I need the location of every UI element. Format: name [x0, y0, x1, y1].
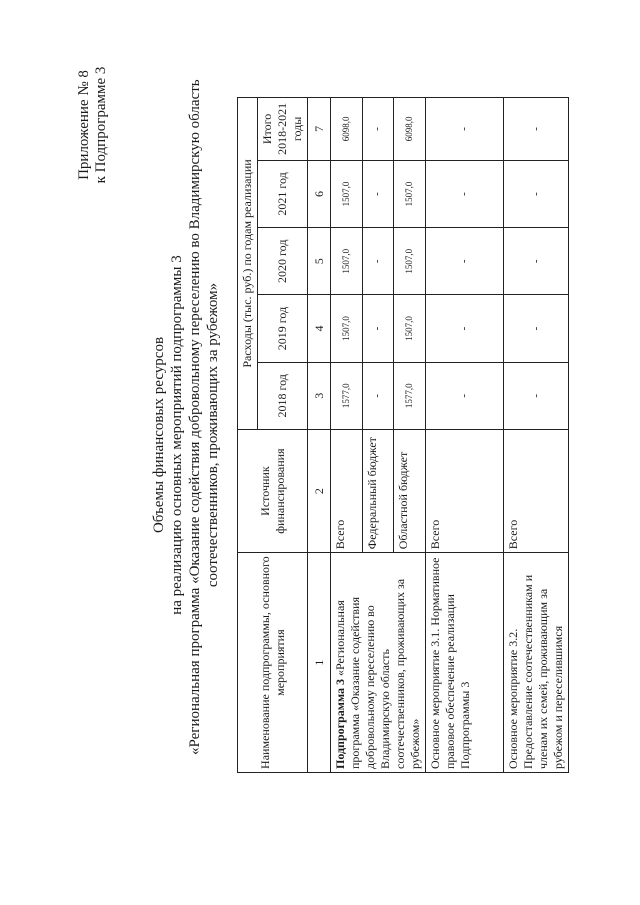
measure-name-cell: Основное мероприятие 3.1. Нормативное правовое обеспечение реализации Подпрограммы 3 [426, 553, 504, 773]
header-year-2021: 2021 год [258, 160, 308, 227]
value-cell: - [362, 295, 394, 362]
value-cell: - [504, 98, 569, 161]
header-year-2019: 2019 год [258, 295, 308, 362]
value-cell: 1507,0 [394, 228, 426, 295]
program-name-text: «Региональная программа «Оказание содействия добровольному переселению во Владимирскую область соотечественников, проживающих за рубежом» [333, 578, 422, 769]
value-cell: - [362, 362, 394, 429]
value-cell: 1577,0 [331, 362, 363, 429]
header-expenses: Расходы (тыс. руб.) по годам реализации [238, 98, 258, 430]
source-cell: Всего [504, 429, 569, 552]
value-cell: - [426, 98, 504, 161]
index-cell: 5 [308, 228, 331, 295]
table-row [504, 98, 569, 773]
funding-table [237, 97, 569, 773]
value-cell: - [362, 160, 394, 227]
header-source: Источник финансирования [238, 429, 308, 552]
title-line-1: Объемы финансовых ресурсов [151, 336, 167, 534]
value-cell: - [504, 362, 569, 429]
header-total: Итого 2018-2021 годы [258, 98, 308, 161]
appendix-subprogram: к Подпрограмме 3 [93, 66, 109, 184]
value-cell: - [362, 228, 394, 295]
value-cell: 1507,0 [394, 295, 426, 362]
index-cell: 4 [308, 295, 331, 362]
program-name-cell [331, 553, 426, 773]
source-cell: Всего [426, 429, 504, 552]
source-cell: Федеральный бюджет [362, 429, 394, 552]
value-cell: 1507,0 [331, 295, 363, 362]
value-cell: 1507,0 [394, 160, 426, 227]
index-cell: 7 [308, 98, 331, 161]
header-year-2020: 2020 год [258, 228, 308, 295]
value-cell: 1577,0 [394, 362, 426, 429]
source-cell: Областной бюджет [394, 429, 426, 552]
value-cell: - [504, 295, 569, 362]
value-cell: - [426, 362, 504, 429]
table-row [331, 98, 363, 773]
value-cell: 6098,0 [331, 98, 363, 161]
value-cell: - [362, 98, 394, 161]
appendix-label [76, 25, 110, 225]
title-line-4: соотечественников, проживающих за рубежом» [205, 282, 221, 588]
index-cell: 1 [308, 553, 331, 773]
value-cell: - [426, 295, 504, 362]
title-line-3: «Региональная программа «Оказание содействия добровольному переселению во Владимирскую область [187, 79, 203, 755]
value-cell: 1507,0 [331, 160, 363, 227]
title-line-2: на реализацию основных мероприятий подпрограммы 3 [169, 255, 185, 615]
header-name: Наименование подпрограммы, основного мероприятия [238, 553, 308, 773]
source-cell: Всего [331, 429, 363, 552]
value-cell: - [426, 160, 504, 227]
index-cell: 2 [308, 429, 331, 552]
measure-name-cell: Основное мероприятие 3.2. Предоставление соотечественникам и членам их семей, проживающим за рубежом и переселившимся [504, 553, 569, 773]
appendix-number: Приложение № 8 [76, 70, 92, 180]
header-row [238, 98, 258, 773]
value-cell: - [426, 228, 504, 295]
value-cell: - [504, 160, 569, 227]
value-cell: - [504, 228, 569, 295]
value-cell: 6098,0 [394, 98, 426, 161]
index-cell: 6 [308, 160, 331, 227]
header-year-2018: 2018 год [258, 362, 308, 429]
value-cell: 1507,0 [331, 228, 363, 295]
index-row [308, 98, 331, 773]
document-title [150, 79, 222, 755]
index-cell: 3 [308, 362, 331, 429]
program-name-bold: Подпрограмма 3 [333, 678, 347, 769]
table-row [426, 98, 504, 773]
